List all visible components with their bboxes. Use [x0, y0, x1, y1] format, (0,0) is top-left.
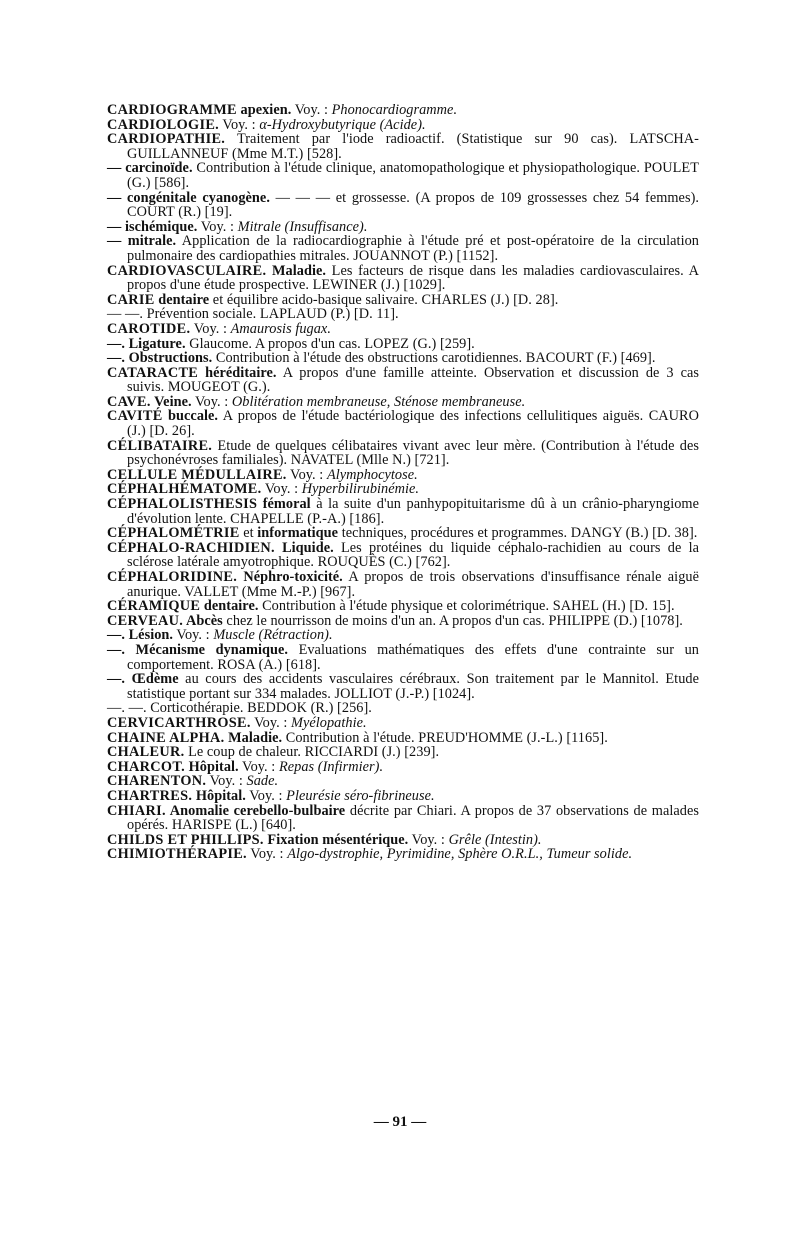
entry-text: à la suite d'un panhypopituitarisme dû à un crânio-pharyngiome d'évolution lente. CHAPELLE (P.-A.) [186].: [127, 496, 699, 527]
entry-subheading: —. Œdème: [107, 671, 179, 688]
index-entry: [107, 614, 699, 629]
entry-text: — —. Prévention sociale. LAPLAUD (P.) [D. 11].: [107, 306, 399, 323]
index-entry: [107, 322, 699, 337]
entry-subheading: —. Ligature.: [107, 335, 186, 352]
index-entry: [107, 366, 699, 395]
index-entry: [107, 701, 699, 716]
entry-subheading: Abcès: [183, 612, 223, 629]
entry-heading: CAVE.: [107, 393, 151, 410]
entry-subheading: —. Mécanisme dynamique.: [107, 641, 289, 658]
entry-subheading: — congénitale cyanogène.: [107, 189, 270, 206]
entry-text: Contribution à l'étude des obstructions carotidiennes. BACOURT (F.) [469].: [212, 350, 656, 367]
entry-heading: CARDIOLOGIE.: [107, 116, 220, 133]
index-entry: [107, 118, 699, 133]
entry-subheading: —. Obstructions.: [107, 350, 213, 367]
entry-subheading: Maladie.: [224, 729, 283, 746]
entry-subheading: Néphro-toxicité.: [237, 569, 343, 585]
entry-text: Voy. :: [245, 787, 287, 804]
entry-heading: CATARACTE: [107, 364, 199, 381]
entry-text: Glaucome. A propos d'un cas. LOPEZ (G.) [259].: [185, 335, 475, 352]
index-entry: [107, 132, 699, 161]
entry-text: Le coup de chaleur. RICCIARDI (J.) [239].: [184, 744, 440, 761]
entry-text: Voy. :: [219, 116, 260, 133]
entry-cross-reference: Muscle (Rétraction).: [213, 627, 333, 644]
entry-text: A propos de trois observations d'insuffisance rénale aiguë anurique. VALLET (Mme M.-P.) [967].: [127, 569, 699, 600]
index-entries: [107, 103, 699, 862]
index-entry: [107, 234, 699, 263]
entry-text: Les protéines du liquide céphalo-rachidien au cours de la sclérose latérale amyotrophique. ROUQUÈS (C.) [762].: [127, 539, 700, 571]
entry-heading: CERVICARTHROSE.: [107, 714, 251, 731]
index-entry: [107, 599, 699, 614]
entry-text: et équilibre acido-basique salivaire. CHARLES (J.) [D. 28].: [209, 291, 559, 308]
entry-cross-reference: Hyperbilirubinémie.: [301, 481, 420, 498]
entry-heading: CHARTRES.: [107, 787, 193, 804]
entry-text: Voy. :: [197, 218, 238, 235]
entry-heading: CHIMIOTHÉRAPIE.: [107, 846, 247, 863]
entry-heading: CÉPHALOMÉTRIE: [107, 525, 240, 542]
entry-heading: CÉRAMIQUE: [107, 598, 201, 615]
entry-cross-reference: Phonocardiogramme.: [331, 102, 458, 118]
entry-subheading: — carcinoïde.: [107, 160, 193, 177]
index-entry: [107, 439, 699, 468]
entry-text: Voy. :: [191, 393, 232, 410]
index-entry: [107, 847, 699, 862]
entry-text: Voy. :: [286, 466, 327, 483]
index-entry: [107, 774, 699, 789]
index-entry: [107, 672, 699, 701]
entry-text: Application de la radiocardiographie à l'étude pré et post-opératoire de la circulation pulmonaire des cardiopathies mitrales. JOUANNOT (P.) [1152].: [127, 233, 699, 264]
entry-heading: CERVEAU.: [107, 612, 184, 629]
entry-text: Contribution à l'étude physique et colorimétrique. SAHEL (H.) [D. 15].: [258, 598, 675, 615]
entry-heading: CARDIOGRAMME: [107, 102, 237, 118]
entry-subheading: dentaire: [154, 291, 210, 308]
entry-text: Voy. :: [246, 846, 288, 863]
index-entry: [107, 643, 699, 672]
entry-subheading: informatique: [257, 525, 339, 542]
entry-text: Voy. :: [291, 102, 332, 118]
entry-subheading: fémoral: [257, 496, 311, 513]
index-page: [107, 103, 699, 862]
entry-subheading: dentaire.: [200, 598, 259, 615]
index-entry: [107, 716, 699, 731]
entry-subheading: Anomalie cerebello-bulbaire: [165, 802, 346, 819]
entry-subheading: — ischémique.: [107, 218, 198, 235]
entry-text: au cours des accidents vasculaires cérébraux. Son traitement par le Mannitol. Etude statistique portant sur 334 malades. JOLLIOT (J.-P.) [1024].: [127, 671, 699, 702]
entry-heading: CÉLIBATAIRE.: [107, 437, 213, 454]
entry-heading: CHILDS ET PHILLIPS.: [107, 831, 264, 848]
entry-text: techniques, procédures et programmes. DANGY (B.) [D. 38].: [338, 525, 698, 542]
entry-cross-reference: Grêle (Intestin).: [448, 831, 542, 848]
entry-text: Contribution à l'étude clinique, anatomopathologique et physiopathologique. POULET (G.) [586].: [127, 160, 699, 191]
entry-text: Voy. :: [238, 758, 279, 775]
entry-text: Voy. :: [261, 481, 302, 498]
index-entry: [107, 293, 699, 308]
entry-subheading: —. Lésion.: [107, 627, 174, 644]
entry-heading: CARDIOPATHIE.: [107, 131, 226, 148]
entry-cross-reference: Algo-dystrophie, Pyrimidine, Sphère O.R.L., Tumeur solide.: [287, 846, 633, 863]
entry-heading: CAROTIDE.: [107, 320, 191, 337]
entry-text: A propos de l'étude bactériologique des infections cellulitiques aiguës. CAURO (J.) [D. 26].: [127, 408, 699, 440]
entry-text: Traitement par l'iode radioactif. (Statistique sur 90 cas). LATSCHA-GUILLANNEUF (Mme M.T.) [528].: [127, 131, 699, 162]
index-entry: [107, 541, 699, 570]
index-entry: [107, 337, 699, 352]
entry-text: — — — et grossesse. (A propos de 109 grossesses chez 54 femmes). COURT (R.) [19].: [127, 189, 699, 221]
index-entry: [107, 497, 699, 526]
entry-text: Contribution à l'étude. PREUD'HOMME (J.-L.) [1165].: [282, 729, 608, 746]
entry-subheading: Liquide.: [274, 539, 334, 556]
entry-heading: CÉPHALHÉMATOME.: [107, 481, 262, 498]
entry-cross-reference: Myélopathie.: [290, 714, 367, 731]
entry-heading: CHAINE ALPHA.: [107, 729, 225, 746]
entry-subheading: buccale.: [162, 408, 219, 425]
entry-heading: CÉPHALOLISTHESIS: [107, 496, 258, 513]
entry-text: Les facteurs de risque dans les maladies cardiovasculaires. A propos d'une étude prospective. LEWINER (J.) [1029].: [127, 262, 699, 294]
index-entry: [107, 103, 699, 118]
entry-text: décrite par Chiari. A propos de 37 observations de malades opérés. HARISPE (L.) [640].: [127, 802, 699, 834]
entry-subheading: Fixation mésentérique.: [263, 831, 409, 848]
page-number: — 91 —: [373, 1114, 427, 1130]
entry-subheading: — mitrale.: [107, 233, 177, 250]
entry-text: Voy. :: [173, 627, 214, 644]
entry-text: Voy. :: [250, 714, 291, 731]
index-entry: [107, 409, 699, 438]
index-entry: [107, 351, 699, 366]
index-entry: [107, 804, 699, 833]
entry-text: Voy. :: [408, 831, 449, 848]
entry-heading: CÉPHALO-RACHIDIEN.: [107, 539, 275, 556]
entry-text: —. —. Corticothérapie. BEDDOK (R.) [256].: [107, 700, 372, 717]
entry-cross-reference: Mitrale (Insuffisance).: [237, 218, 368, 235]
entry-text: A propos d'une famille atteinte. Observation et discussion de 3 cas suivis. MOUGEOT (G.).: [127, 364, 699, 396]
entry-cross-reference: Alymphocytose.: [326, 466, 418, 483]
entry-heading: CÉPHALORIDINE.: [107, 569, 238, 585]
index-entry: [107, 745, 699, 760]
index-entry: [107, 307, 699, 322]
entry-subheading: Maladie.: [266, 262, 327, 279]
entry-cross-reference: Oblitération membraneuse, Sténose membraneuse.: [231, 393, 526, 410]
entry-subheading: Veine.: [150, 393, 192, 410]
entry-cross-reference: Amaurosis fugax.: [230, 320, 331, 337]
entry-text: Evaluations mathématiques des effets d'une contrainte sur un comportement. ROSA (A.) [618].: [127, 641, 699, 673]
entry-subheading: Hôpital.: [185, 758, 239, 775]
index-entry: [107, 760, 699, 775]
entry-text: Etude de quelques célibataires vivant avec leur mère. (Contribution à l'étude des psychonévroses familiales). NAVATEL (Mlle N.) [721].: [127, 437, 699, 469]
index-entry: [107, 570, 699, 599]
entry-heading: CHALEUR.: [107, 744, 185, 761]
entry-heading: CHARENTON.: [107, 773, 207, 790]
index-entry: [107, 731, 699, 746]
entry-cross-reference: Sade.: [246, 773, 279, 790]
entry-subheading: héréditaire.: [198, 364, 277, 381]
entry-subheading: Hôpital.: [192, 787, 246, 804]
entry-text: et: [239, 525, 258, 542]
entry-heading: CARIE: [107, 291, 155, 308]
entry-cross-reference: Pleurésie séro-fibrineuse.: [286, 787, 435, 804]
entry-text: Voy. :: [190, 320, 231, 337]
entry-heading: CHIARI.: [107, 802, 166, 819]
entry-subheading: apexien.: [236, 102, 292, 118]
index-entry: [107, 191, 699, 220]
index-entry: [107, 482, 699, 497]
entry-heading: CELLULE MÉDULLAIRE.: [107, 466, 287, 483]
entry-heading: CHARCOT.: [107, 758, 185, 775]
entry-text: chez le nourrisson de moins d'un an. A propos d'un cas. PHILIPPE (D.) [1078].: [222, 612, 683, 629]
entry-heading: CARDIOVASCULAIRE.: [107, 262, 267, 279]
index-entry: [107, 628, 699, 643]
entry-cross-reference: α-Hydroxybutyrique (Acide).: [259, 116, 426, 133]
entry-text: Voy. :: [206, 773, 247, 790]
index-entry: [107, 789, 699, 804]
index-entry: [107, 161, 699, 190]
index-entry: [107, 526, 699, 541]
entry-cross-reference: Repas (Infirmier).: [278, 758, 384, 775]
entry-heading: CAVITÉ: [107, 408, 163, 425]
index-entry: [107, 264, 699, 293]
index-entry: [107, 220, 699, 235]
